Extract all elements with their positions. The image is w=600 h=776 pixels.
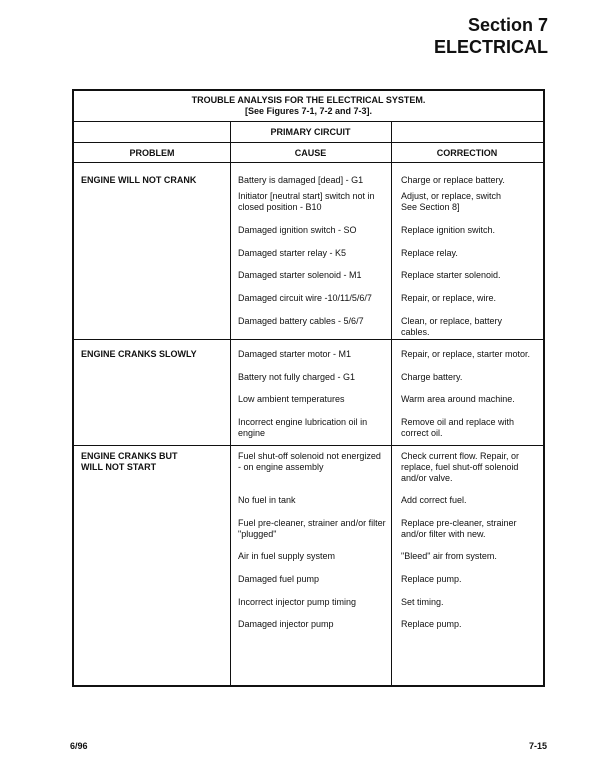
subheader-row <box>74 121 543 142</box>
correction-cell: Warm area around machine. <box>401 394 515 404</box>
correction-cell: Replace pre-cleaner, strainer and/or filter with new. <box>401 518 517 539</box>
table-title <box>74 91 543 122</box>
correction-cell: Adjust, or replace, switch See Section 8] <box>401 191 502 212</box>
footer-date: 6/96 <box>70 741 88 751</box>
cause-cell: Incorrect injector pump timing <box>238 597 357 607</box>
cause-cell: Incorrect engine lubrication oil in engine <box>238 417 368 438</box>
correction-cell: Charge or replace battery. <box>401 175 505 185</box>
section-title: ELECTRICAL <box>434 37 548 57</box>
cause-cell: Damaged injector pump <box>238 619 334 629</box>
group-divider <box>74 339 543 340</box>
correction-cell: Replace starter solenoid. <box>401 270 501 280</box>
correction-cell: Charge battery. <box>401 372 463 382</box>
correction-cell: Remove oil and replace with correct oil. <box>401 417 515 438</box>
cause-cell: Damaged circuit wire -10/11/5/6/7 <box>238 293 372 303</box>
cause-cell: Damaged ignition switch - SO <box>238 225 357 235</box>
cause-cell: Damaged starter motor - M1 <box>238 349 352 359</box>
correction-cell: Repair, or replace, wire. <box>401 293 497 303</box>
footer-page-number: 7-15 <box>528 741 547 751</box>
cause-cell: Initiator [neutral start] switch not in closed position - B10 <box>238 191 375 212</box>
column-divider <box>230 121 231 685</box>
section-number: Section 7 <box>467 15 548 35</box>
correction-cell: Set timing. <box>401 597 444 607</box>
correction-cell: Check current flow. Repair, or replace, fuel shut-off solenoid and/or valve. <box>401 451 520 483</box>
correction-cell: Replace pump. <box>401 619 462 629</box>
correction-cell: Replace pump. <box>401 574 462 584</box>
cause-cell: Fuel shut-off solenoid not energized - on engine assembly <box>238 451 381 472</box>
cause-cell: Battery not fully charged - G1 <box>238 372 356 382</box>
problem-header: PROBLEM <box>129 147 175 158</box>
problem-label: ENGINE WILL NOT CRANK <box>81 175 197 185</box>
cause-cell: Damaged starter solenoid - M1 <box>238 270 362 280</box>
correction-cell: Replace ignition switch. <box>401 225 496 235</box>
cause-cell: Damaged fuel pump <box>238 574 320 584</box>
table-title-line2: [See Figures 7-1, 7-2 and 7-3]. <box>244 106 373 116</box>
problem-label: ENGINE CRANKS BUT WILL NOT START <box>81 451 178 472</box>
cause-cell: Battery is damaged [dead] - G1 <box>238 175 364 185</box>
correction-cell: "Bleed" air from system. <box>401 551 497 561</box>
correction-cell: Add correct fuel. <box>401 495 467 505</box>
table-title-line1: TROUBLE ANALYSIS FOR THE ELECTRICAL SYSTEM. <box>191 95 426 105</box>
column-header-row <box>74 142 543 163</box>
problem-label: ENGINE CRANKS SLOWLY <box>81 349 197 359</box>
cause-header: CAUSE <box>294 147 327 158</box>
cause-cell: No fuel in tank <box>238 495 296 505</box>
correction-cell: Repair, or replace, starter motor. <box>401 349 531 359</box>
cause-cell: Fuel pre-cleaner, strainer and/or filter "plugged" <box>238 518 386 539</box>
cause-cell: Low ambient temperatures <box>238 394 345 404</box>
trouble-analysis-table <box>72 89 545 687</box>
cause-cell: Damaged starter relay - K5 <box>238 248 347 258</box>
cause-cell: Damaged battery cables - 5/6/7 <box>238 316 364 326</box>
group-divider <box>74 445 543 446</box>
correction-cell: Replace relay. <box>401 248 458 258</box>
cause-cell: Air in fuel supply system <box>238 551 336 561</box>
primary-circuit-header: PRIMARY CIRCUIT <box>270 126 351 137</box>
column-divider <box>391 121 392 685</box>
section-heading <box>434 14 548 58</box>
correction-header: CORRECTION <box>436 147 498 158</box>
correction-cell: Clean, or replace, battery cables. <box>401 316 503 337</box>
